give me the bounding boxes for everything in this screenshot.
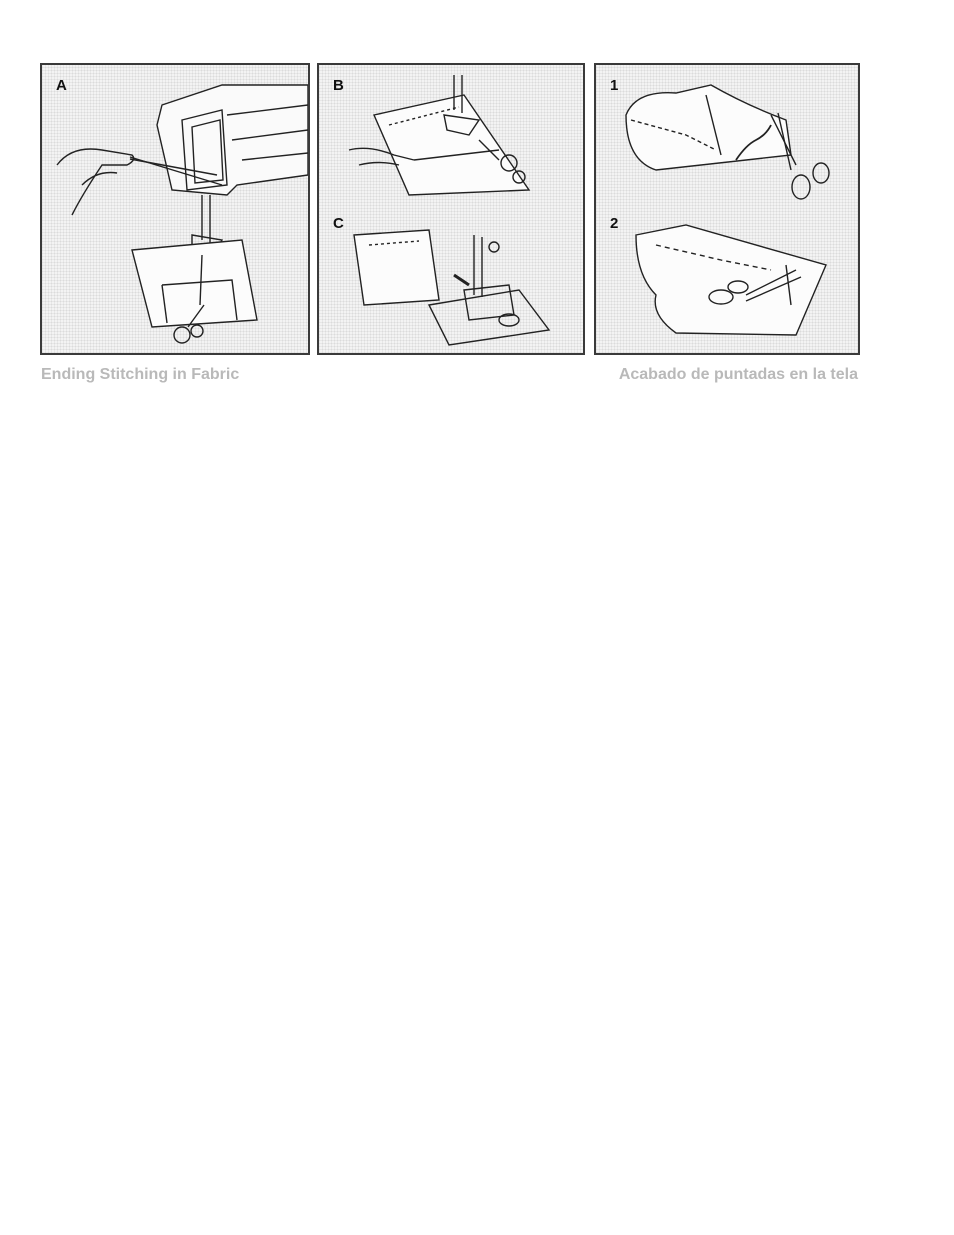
illustration-panel-b-c bbox=[317, 63, 585, 355]
remove-fabric-and-cut-threads-illustration bbox=[319, 65, 583, 353]
illustration-panel-1-2 bbox=[594, 63, 860, 355]
panel-label-c: C bbox=[333, 215, 344, 232]
illustration-panel-a bbox=[40, 63, 310, 355]
panel-label-a: A bbox=[56, 77, 67, 94]
panel-label-step-1: 1 bbox=[610, 77, 619, 94]
sewing-machine-thread-illustration bbox=[42, 65, 308, 353]
panel-label-step-2: 2 bbox=[610, 215, 619, 232]
trim-thread-ends-illustration bbox=[596, 65, 858, 353]
caption-english: Ending Stitching in Fabric bbox=[41, 366, 240, 383]
caption-spanish: Acabado de puntadas en la tela bbox=[618, 366, 858, 383]
panel-label-b: B bbox=[333, 77, 344, 94]
